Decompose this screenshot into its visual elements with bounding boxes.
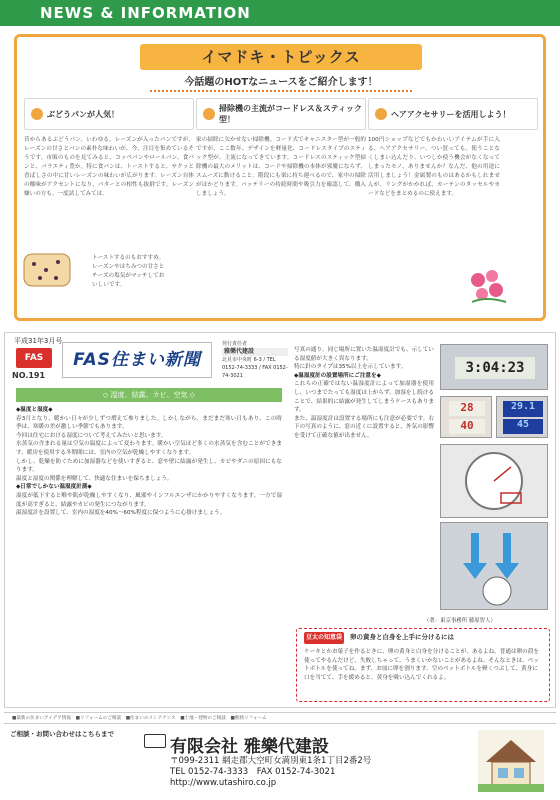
company-address: 〒099-2311 網走郡大空町女満別東1条1丁目2番2号	[170, 756, 372, 766]
contact-block	[170, 756, 371, 789]
bulb-icon	[31, 108, 43, 120]
article-left	[16, 406, 282, 518]
article-paragraph: これらの正確ではない温湿度計によって加湿器を使用し、いつまでたっても湿度は上がらず、加湿をし続けることで、結果的に結露が発生してしまうケースもあります。	[294, 381, 434, 414]
section-header	[0, 0, 560, 26]
feature-column-3	[368, 98, 538, 314]
newsletter-footer: ■最新の住まいアイデア情報 ■リフォームのご相談 ■住まいのメンテナンス ■土地・建物のご相談 ■断熱リフォーム	[4, 712, 556, 724]
lcd-humidity: 40	[449, 419, 485, 434]
article-paragraph: 湿度が低下すると喉や肌が乾燥しやすくなり、風邪やインフルエンザにかかりやすくなります。一方で湿度が高すぎると、結露やカビの発生につながります。	[16, 492, 282, 508]
company-url[interactable]: http://www.utashiro.co.jp	[170, 778, 277, 788]
article-paragraph: 温度と湿度の関係を理解して、快適な住まいを保ちましょう。	[16, 475, 173, 482]
publisher-label: 発行責任者	[222, 341, 248, 347]
article-paragraph: 今回は住宅における湿度について考えてみたいと思います。	[16, 432, 167, 439]
feature-column-2	[196, 98, 366, 314]
article-paragraph: 特に針のタイプは35%以上を示しています。	[294, 364, 407, 371]
column-heading: ぶどうパンが人気！	[24, 98, 194, 130]
article-paragraph: 温湿度計を設置して、室内の湿度を40%〜60%程度に保つように心掛けましょう。	[16, 510, 226, 517]
flower-image	[466, 266, 510, 306]
house-image	[476, 728, 546, 794]
column-body: 100円ショップなどでもかわいいアイテムが手に入る、ヘアアクセサリー。つい買っても、使うことなくしまい込んだり、いつしか使う機会がなくなってしまったモノ、ありませんか？なんだ、他の用途に活用しましょう！金属製のものはあるかもしれませんが、リングがかかれば、カーテンのタッセルやカードなどをまとめるのに使えます。	[368, 137, 500, 197]
article-right	[294, 346, 434, 441]
tips-body: ケーキとかお菓子を作るときに、卵の黄身と白身を分けることが、あるよね。普通は卵の殻を使ってやるんだけど、失敗しちゃって、うまくいかないことがあるよね。そんなときは、ペットボトルを使ってね。まず、お皿に卵を割ります。空のペットボトルを軽くつぶして、黄身に口を当てて、手を緩めると、黄身を吸い込んでくれるよ。	[304, 649, 539, 681]
feature-title: イマドキ・トピックス	[201, 48, 361, 66]
newsletter-title: FAS住まい新聞	[62, 342, 212, 378]
dial-photo	[440, 444, 548, 518]
tips-title: 卵の黄身と白身を上手に分けるには	[350, 633, 454, 641]
article-credit: （著：東京事務所 藤原智人）	[424, 618, 496, 624]
meter-photo-2	[496, 396, 548, 438]
raisin-bread-image	[22, 248, 72, 290]
article-subheading: ◆温度と湿度◆	[16, 407, 53, 413]
publisher-name: 雅樂代建設	[222, 348, 288, 356]
arrow-down-icon	[441, 523, 547, 609]
company-logo-icon	[144, 734, 166, 748]
company-phone: TEL 0152-74-3333 FAX 0152-74-3021	[170, 767, 336, 777]
article-paragraph: しかし、乾燥を防ぐために加湿器などを使いすぎると、窓や壁に結露が発生し、カビやダニの原因にもなります。	[16, 458, 282, 474]
lcd-temp-2: 29.1	[503, 401, 543, 417]
article-paragraph: 春3月となり、暖かい日々が少しずつ増えて参りました。しかしながら、まだまだ寒い日もあり、この時季は、寒暖の差が激しい季節でもあります。	[16, 415, 282, 431]
lcd-humidity-2: 45	[503, 419, 543, 434]
article-subheading: ◆日常でしかない温湿度計測◆	[16, 484, 92, 491]
dial-gauge-icon	[441, 445, 547, 517]
bulb-icon	[375, 108, 387, 120]
fas-logo: FAS	[16, 348, 52, 368]
feature-subtitle: 今話題のHOTなニュースをご紹介します！	[150, 73, 412, 92]
window-photo	[440, 522, 548, 610]
feature-banner	[140, 44, 422, 70]
article-paragraph: 写真の通り、同じ場所に置いた温湿度計でも、示している湿度値が大きく異なります。	[294, 347, 434, 362]
issue-date: 平成31年3月号	[14, 337, 63, 345]
issue-number: NO.191	[12, 371, 46, 380]
bulb-icon	[203, 108, 215, 120]
clock-photo	[440, 344, 548, 390]
contact-label: ご相談・お問い合わせはこちらまで	[10, 730, 114, 738]
lcd-time: 3:04:23	[455, 357, 535, 379]
article-paragraph: また、温湿度計は設置する場所にも注意が必要です。右下の写真のように、窓の近くに設置すると、外気の影響を受けて正確な値が出ません。	[294, 415, 434, 439]
column-heading: ヘアアクセサリーを活用しよう！	[368, 98, 538, 130]
section-title: NEWS & INFORMATION	[40, 4, 251, 22]
article-subheading: ◆温湿度計の設置場所にご注意を◆	[294, 372, 381, 379]
lcd-temp: 28	[449, 401, 485, 416]
company-name: 有限会社 雅樂代建設	[170, 737, 329, 757]
publisher-info: 北見市中央町 6-3 / TEL 0152-74-3333 / FAX 0152-74-3021	[222, 357, 288, 379]
column-note: トーストするのもおすすめ。レーズンやはちみつの甘さとチーズの塩気がマッチしておいしいです。	[92, 255, 165, 288]
publisher-block	[222, 340, 288, 380]
meter-photo-1	[440, 396, 492, 438]
article-paragraph: 水蒸気の含まれる量は空気の温度によって変わります。暖かい空気ほど多くの水蒸気を含むことができます。暖房を使用する冬期間には、室内の空気が乾燥しやすくなります。	[16, 441, 282, 456]
column-body: 昔からあるぶどうパン。いわゆる、レーズンが入ったパンですが、レーズンの甘さとパンの素朴な味わいが、今、注目を集めているそうです。市販のものを見てみると、コッペパンやロールパン、食パンと、バラエティ豊か。特に食パンは、トーストすると、サクッと香ばしさの中に甘いレーズンの味わいが広がります。レーズン自体の酸味がアクセントになり、バターとの相性も抜群です。レーズン嫌いの方も、一度試してみては。	[24, 137, 194, 197]
topic-bar: ◇ 湿度、結露、カビ、空気 ◇	[16, 388, 282, 402]
column-body: 家の掃除に欠かせない掃除機。コード式でキャニスター型が一般的ですが、ここ数年、デザインを軽量化、コードレスタイプのスティック型が、主流になってきています。コードレスのスティック型掃除機の最大のメリットは、コードや掃除機の本体が邪魔にならず、スムーズに動けること。階段にも楽に持ち運べるので、家中の掃除がはかどります。バッテリーの持続時間や吸引力を確認して、購入しましょう。	[196, 137, 366, 197]
column-heading: 掃除機の主流がコードレス＆スティック型！	[196, 98, 366, 130]
tips-badge: 豆太の知恵袋	[304, 632, 344, 644]
